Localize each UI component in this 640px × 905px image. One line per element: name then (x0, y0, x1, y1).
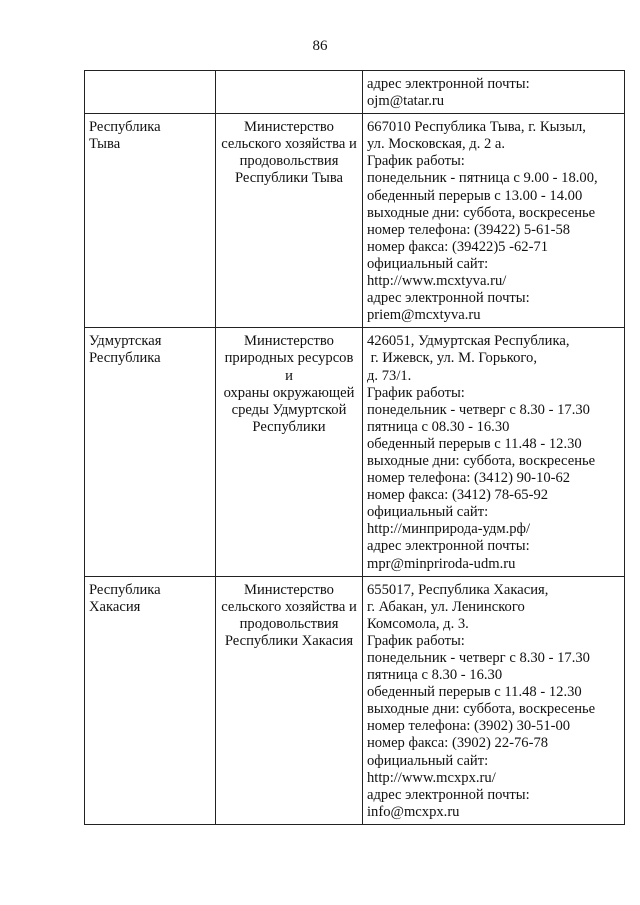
contacts-cell (363, 576, 625, 824)
contacts-line: понедельник - пятница с 9.00 - 18.00, (367, 170, 598, 187)
contacts-line: mpr@minpriroda-udm.ru (367, 555, 516, 572)
region-cell (85, 576, 216, 824)
region-line: Республика (89, 581, 161, 598)
contacts-table (84, 70, 625, 825)
contacts-line: номер телефона: (3902) 30-51-00 (367, 718, 571, 735)
table-body (85, 71, 625, 825)
contacts-line: Комсомола, д. 3. (367, 615, 469, 632)
contacts-line: 655017, Республика Хакасия, (367, 581, 549, 598)
contacts-line: номер факса: (39422)5 -62-71 (367, 238, 549, 255)
contacts-line: priem@mcxtyva.ru (367, 307, 481, 324)
contacts-line: г. Абакан, ул. Ленинского (367, 598, 525, 615)
region-line: Тыва (89, 136, 121, 153)
contacts-line: д. 73/1. (367, 367, 412, 384)
contacts-line: обеденный перерыв с 11.48 - 12.30 (367, 435, 582, 452)
region-cell (85, 114, 216, 328)
contacts-line: выходные дни: суббота, воскресенье (367, 701, 596, 718)
page-number: 86 (312, 38, 328, 54)
agency-line: Республики Хакасия (224, 632, 354, 649)
contacts-line: номер телефона: (3412) 90-10-62 (367, 470, 571, 487)
contacts-line: 426051, Удмуртская Республика, (367, 333, 570, 350)
contacts-line: официальный сайт: (367, 504, 489, 521)
contacts-line: адрес электронной почты: (367, 786, 530, 803)
contacts-line: понедельник - четверг с 8.30 - 17.30 (367, 650, 590, 666)
contacts-line: График работы: (367, 153, 465, 170)
contacts-line: пятница с 08.30 - 16.30 (367, 418, 510, 435)
agency-line: Республики (252, 418, 326, 435)
contacts-line: г. Ижевск, ул. М. Горького, (367, 350, 537, 367)
region-line: Хакасия (89, 598, 141, 615)
contacts-line: ул. Московская, д. 2 а. (367, 136, 506, 153)
agency-line: Министерство (244, 581, 334, 598)
agency-line: природных ресурсов и (224, 350, 354, 384)
agency-line: среды Удмуртской (231, 401, 347, 418)
region-line: Республика (89, 119, 161, 136)
agency-line: сельского хозяйства и (221, 598, 357, 615)
contacts-line: номер факса: (3902) 22-76-78 (367, 735, 549, 752)
contacts-line: адрес электронной почты: (367, 290, 530, 307)
contacts-line: info@mcxpx.ru (367, 803, 460, 820)
table-row (85, 71, 625, 114)
agency-line: Министерство (244, 119, 334, 136)
contacts-cell (363, 328, 625, 576)
table-row (85, 114, 625, 328)
contacts-line: ojm@tatar.ru (367, 93, 445, 110)
agency-cell (216, 576, 363, 824)
contacts-line: обеденный перерыв с 11.48 - 12.30 (367, 684, 582, 701)
region-cell (85, 328, 216, 576)
agency-line: сельского хозяйства и (221, 136, 357, 153)
agency-line: продовольствия (239, 153, 339, 170)
contacts-line: График работы: (367, 632, 465, 649)
contacts-line: адрес электронной почты: (367, 76, 530, 92)
contacts-line: официальный сайт: (367, 255, 489, 272)
agency-cell (216, 71, 363, 114)
contacts-line: понедельник - четверг с 8.30 - 17.30 (367, 401, 590, 418)
agency-line: продовольствия (239, 615, 339, 632)
contacts-line: 667010 Республика Тыва, г. Кызыл, (367, 119, 586, 136)
contacts-line: пятница с 8.30 - 16.30 (367, 667, 503, 684)
table-row (85, 328, 625, 576)
region-line: Республика (89, 350, 161, 367)
region-line: Удмуртская (89, 333, 162, 350)
contacts-line: http://www.mcxtyva.ru/ (367, 273, 507, 290)
agency-line: охраны окружающей (223, 384, 355, 401)
agency-line: Министерство (244, 333, 334, 350)
contacts-line: http://минприрода-удм.рф/ (367, 521, 531, 538)
agency-line: Республики Тыва (234, 170, 344, 187)
contacts-line: официальный сайт: (367, 752, 489, 769)
contacts-line: номер факса: (3412) 78-65-92 (367, 487, 549, 504)
contacts-line: адрес электронной почты: (367, 538, 530, 555)
region-cell (85, 71, 216, 114)
agency-cell (216, 328, 363, 576)
contacts-line: обеденный перерыв с 13.00 - 14.00 (367, 187, 583, 204)
contacts-cell (363, 71, 625, 114)
contacts-line: выходные дни: суббота, воскресенье (367, 204, 596, 221)
agency-cell (216, 114, 363, 328)
contacts-line: номер телефона: (39422) 5-61-58 (367, 221, 571, 238)
contacts-line: http://www.mcxpx.ru/ (367, 769, 496, 786)
contacts-cell (363, 114, 625, 328)
contacts-line: График работы: (367, 384, 465, 401)
table-row (85, 576, 625, 824)
contacts-line: выходные дни: суббота, воскресенье (367, 452, 596, 469)
